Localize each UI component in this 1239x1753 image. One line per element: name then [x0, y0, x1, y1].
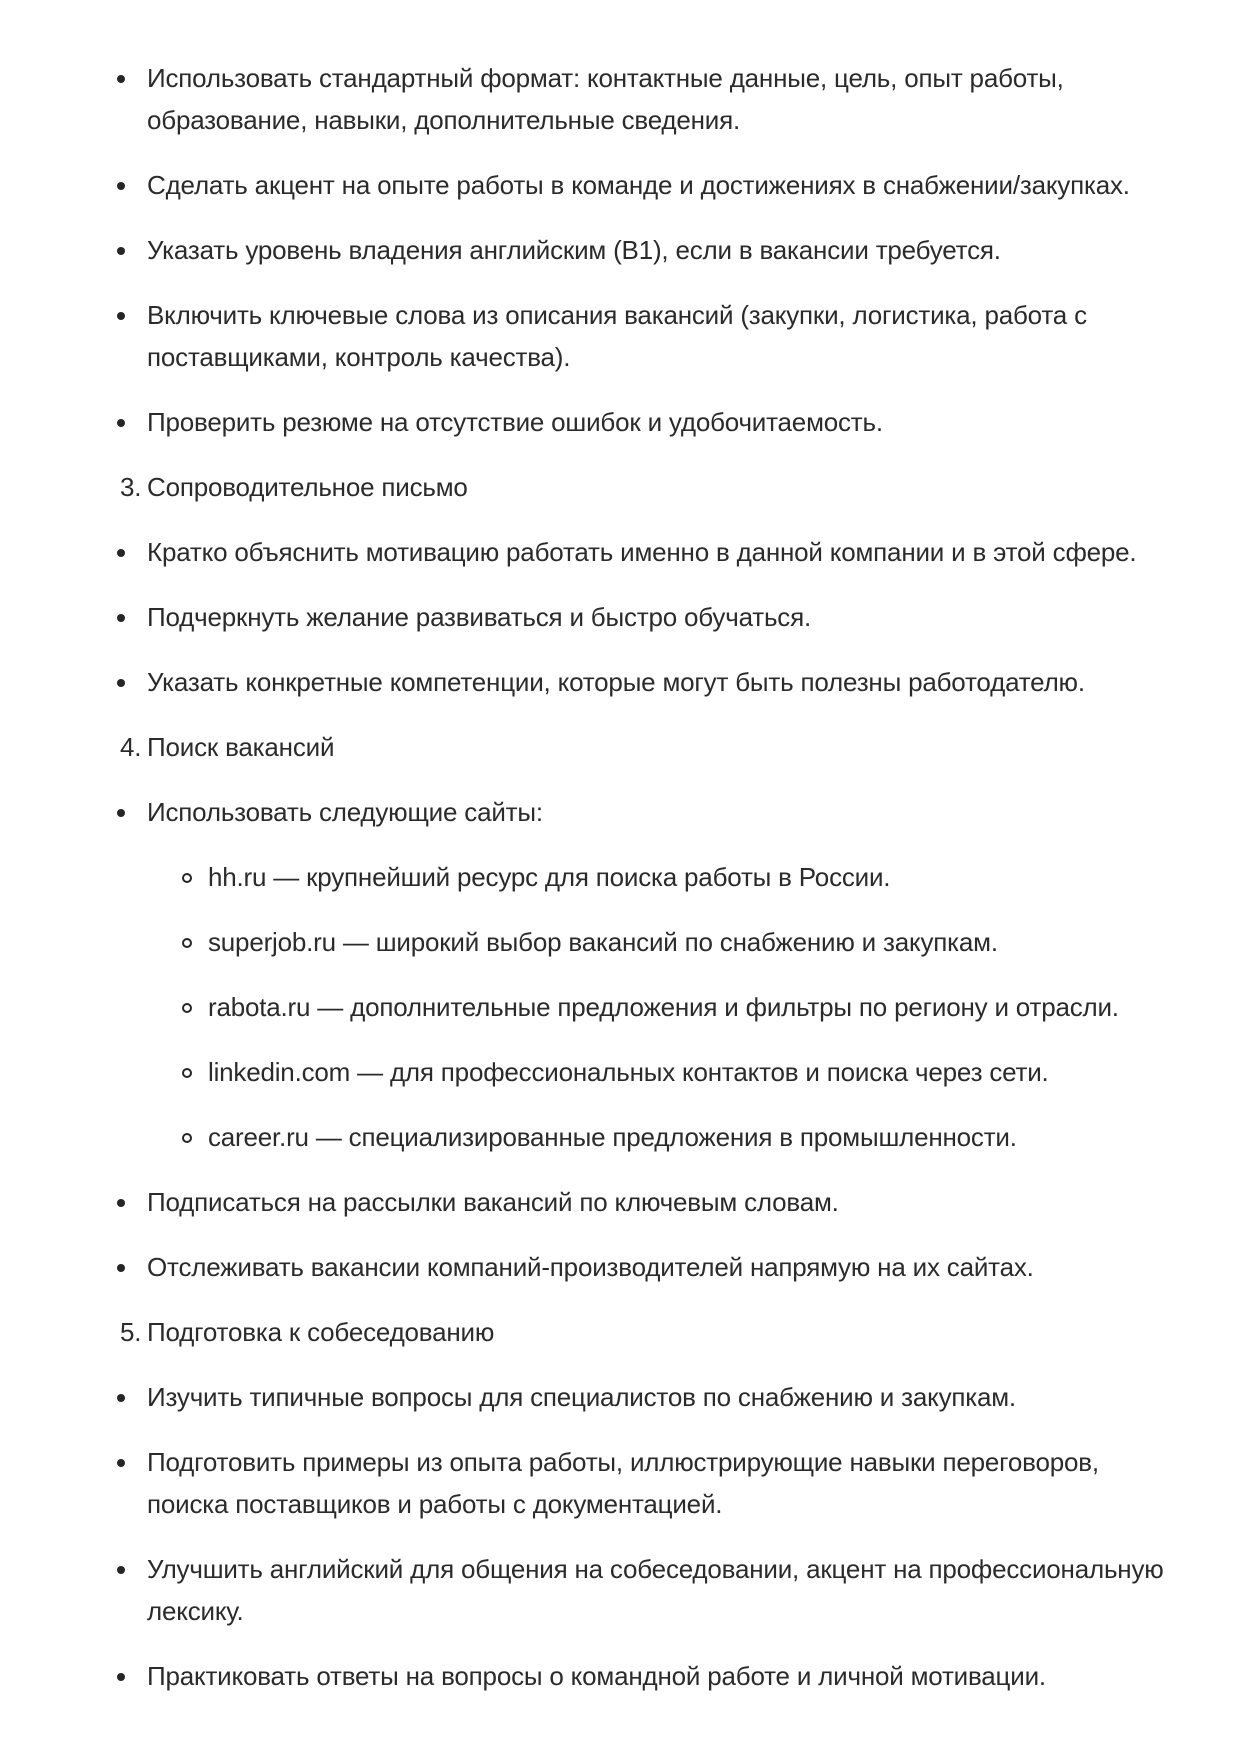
- item-text: [147, 1181, 1239, 1223]
- disc-bullet-icon: [117, 1566, 125, 1574]
- item-text: [147, 531, 1239, 573]
- section-heading: [0, 466, 1239, 508]
- item-text: [147, 1655, 1239, 1697]
- disc-bullet-icon: [117, 1673, 125, 1681]
- text-line: образование, навыки, дополнительные сведения.: [147, 105, 741, 135]
- item-text: [208, 986, 1239, 1028]
- text-line: Отслеживать вакансии компаний-производителей напрямую на их сайтах.: [147, 1252, 1034, 1282]
- item-text: [147, 791, 1239, 833]
- text-line: Указать уровень владения английским (B1), если в вакансии требуется.: [147, 235, 1001, 265]
- list-item: [0, 1655, 1239, 1697]
- disc-bullet-icon: [117, 1199, 125, 1207]
- text-line: Подписаться на рассылки вакансий по ключевым словам.: [147, 1187, 839, 1217]
- circle-bullet-icon: [182, 873, 192, 883]
- text-line: Подчеркнуть желание развиваться и быстро обучаться.: [147, 602, 812, 632]
- disc-bullet-icon: [117, 809, 125, 817]
- item-text: [147, 726, 1239, 768]
- section-heading: [0, 726, 1239, 768]
- disc-bullet-icon: [117, 679, 125, 687]
- disc-bullet-icon: [117, 1459, 125, 1467]
- sub-list-item: [0, 856, 1239, 898]
- list-item: [0, 57, 1239, 141]
- text-line: Проверить резюме на отсутствие ошибок и удобочитаемость.: [147, 407, 883, 437]
- text-line: Кратко объяснить мотивацию работать именно в данной компании и в этой сфере.: [147, 537, 1137, 567]
- disc-bullet-icon: [117, 1264, 125, 1272]
- item-text: [147, 294, 1239, 378]
- list-item: [0, 1181, 1239, 1223]
- item-text: [147, 229, 1239, 271]
- circle-bullet-icon: [182, 1133, 192, 1143]
- text-line: linkedin.com — для профессиональных контактов и поиска через сети.: [208, 1057, 1049, 1087]
- document-body: [0, 57, 1239, 1697]
- disc-bullet-icon: [117, 549, 125, 557]
- sub-list-item: [0, 1116, 1239, 1158]
- item-text: [208, 1116, 1239, 1158]
- list-item: [0, 661, 1239, 703]
- item-text: [147, 164, 1239, 206]
- heading-number: 3.: [120, 472, 142, 502]
- list-item: [0, 1376, 1239, 1418]
- text-line: hh.ru — крупнейший ресурс для поиска работы в России.: [208, 862, 891, 892]
- sub-list-item: [0, 921, 1239, 963]
- text-line: лексику.: [147, 1596, 244, 1626]
- sub-list-item: [0, 986, 1239, 1028]
- disc-bullet-icon: [117, 419, 125, 427]
- item-text: [147, 596, 1239, 638]
- text-line: Использовать стандартный формат: контактные данные, цель, опыт работы,: [147, 63, 1064, 93]
- text-line: Улучшить английский для общения на собеседовании, акцент на профессиональную: [147, 1554, 1164, 1584]
- text-line: Подготовить примеры из опыта работы, иллюстрирующие навыки переговоров,: [147, 1447, 1099, 1477]
- list-item: [0, 1548, 1239, 1632]
- item-text: [147, 1441, 1239, 1525]
- circle-bullet-icon: [182, 1068, 192, 1078]
- item-text: [147, 1376, 1239, 1418]
- list-item: [0, 1441, 1239, 1525]
- list-item: [0, 164, 1239, 206]
- item-text: [208, 856, 1239, 898]
- text-line: Подготовка к собеседованию: [147, 1317, 495, 1347]
- item-text: [147, 1311, 1239, 1353]
- text-line: Использовать следующие сайты:: [147, 797, 543, 827]
- text-line: Включить ключевые слова из описания вакансий (закупки, логистика, работа с: [147, 300, 1087, 330]
- circle-bullet-icon: [182, 938, 192, 948]
- item-text: [147, 1246, 1239, 1288]
- disc-bullet-icon: [117, 614, 125, 622]
- item-text: [147, 661, 1239, 703]
- list-item: [0, 401, 1239, 443]
- list-item: [0, 791, 1239, 833]
- item-text: [147, 401, 1239, 443]
- text-line: Практиковать ответы на вопросы о командной работе и личной мотивации.: [147, 1661, 1046, 1691]
- heading-number: 4.: [120, 732, 142, 762]
- text-line: поиска поставщиков и работы с документацией.: [147, 1489, 723, 1519]
- text-line: поставщиками, контроль качества).: [147, 342, 571, 372]
- text-line: Сопроводительное письмо: [147, 472, 468, 502]
- list-item: [0, 531, 1239, 573]
- text-line: superjob.ru — широкий выбор вакансий по снабжению и закупкам.: [208, 927, 998, 957]
- list-item: [0, 1246, 1239, 1288]
- list-item: [0, 229, 1239, 271]
- list-item: [0, 596, 1239, 638]
- list-item: [0, 294, 1239, 378]
- text-line: rabota.ru — дополнительные предложения и фильтры по региону и отрасли.: [208, 992, 1119, 1022]
- disc-bullet-icon: [117, 1394, 125, 1402]
- item-text: [147, 466, 1239, 508]
- item-text: [147, 57, 1239, 141]
- text-line: Поиск вакансий: [147, 732, 335, 762]
- heading-number: 5.: [120, 1317, 142, 1347]
- section-heading: [0, 1311, 1239, 1353]
- disc-bullet-icon: [117, 312, 125, 320]
- text-line: career.ru — специализированные предложения в промышленности.: [208, 1122, 1017, 1152]
- circle-bullet-icon: [182, 1003, 192, 1013]
- disc-bullet-icon: [117, 182, 125, 190]
- sub-list-item: [0, 1051, 1239, 1093]
- text-line: Сделать акцент на опыте работы в команде и достижениях в снабжении/закупках.: [147, 170, 1130, 200]
- item-text: [208, 921, 1239, 963]
- disc-bullet-icon: [117, 75, 125, 83]
- disc-bullet-icon: [117, 247, 125, 255]
- item-text: [208, 1051, 1239, 1093]
- text-line: Изучить типичные вопросы для специалистов по снабжению и закупкам.: [147, 1382, 1016, 1412]
- item-text: [147, 1548, 1239, 1632]
- text-line: Указать конкретные компетенции, которые могут быть полезны работодателю.: [147, 667, 1085, 697]
